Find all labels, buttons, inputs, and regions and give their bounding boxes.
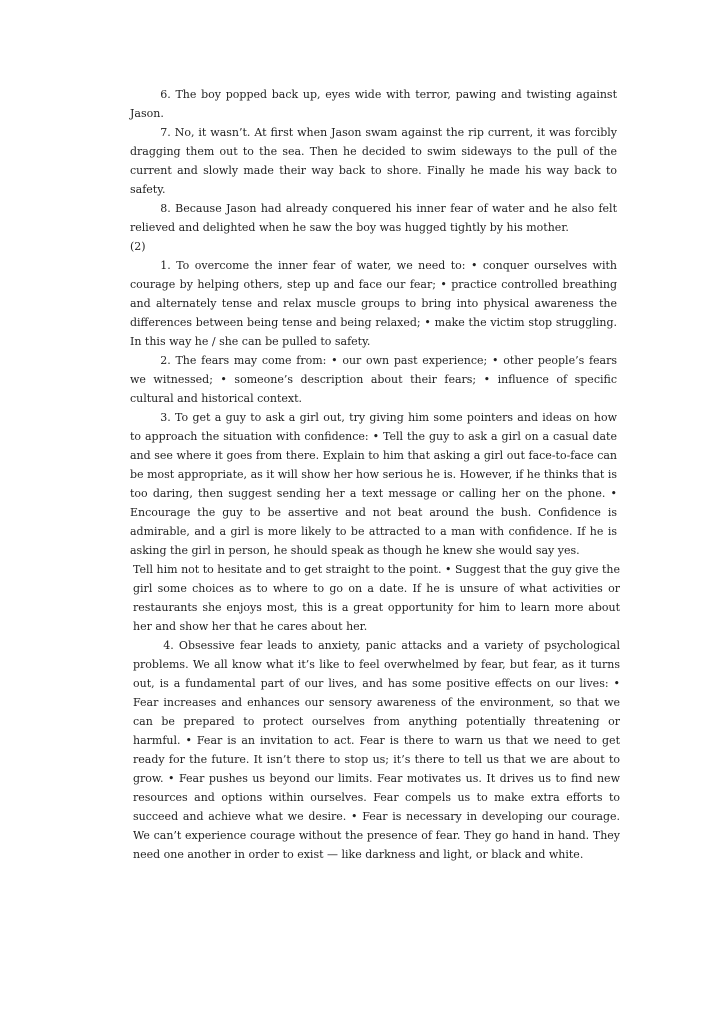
section-2-heading: (2) bbox=[130, 240, 146, 253]
answer-2-2-paragraph: 2. The fears may come from: • our own past experience; • other people’s fears we witnessed; • someone’s description about their fears; • influence of specific cultural and historical context. bbox=[130, 354, 617, 405]
answer-6-paragraph: 6. The boy popped back up, eyes wide with terror, pawing and twisting against Jason. bbox=[130, 88, 617, 120]
answer-text-body bbox=[130, 85, 620, 864]
answer-2-4-paragraph: 4. Obsessive fear leads to anxiety, panic attacks and a variety of psychological problems. We all know what it’s like to feel overwhelmed by fear, but fear, as it turns out, is a fundamental part of our lives, and has some positive effects on our lives: • Fear increases and enhances our sensory awareness of the environment, so that we can be prepared to protect ourselves from anything potentially threatening or harmful. • Fear is an invitation to act. Fear is there to warn us that we need to get ready for the future. It isn’t there to stop us; it’s there to tell us that we are about to grow. • Fear pushes us beyond our limits. Fear motivates us. It drives us to find new resources and options within ourselves. Fear compels us to make extra efforts to succeed and achieve what we desire. • Fear is necessary in developing our courage. We can’t experience courage without the presence of fear. They go hand in hand. They need one another in order to exist — like darkness and light, or black and white. bbox=[133, 639, 620, 861]
answer-2-3-continued-paragraph: Tell him not to hesitate and to get straight to the point. • Suggest that the guy give the girl some choices as to where to go on a date. If he is unsure of what activities or restaurants she enjoys most, this is a great opportunity for him to learn more about her and show her that he cares about her. bbox=[133, 563, 620, 633]
answer-2-1-paragraph: 1. To overcome the inner fear of water, we need to: • conquer ourselves with courage by helping others, step up and face our fear; • practice controlled breathing and alternately tense and relax muscle groups to bring into physical awareness the differences between being tense and being relaxed; • make the victim stop struggling. In this way he / she can be pulled to safety. bbox=[130, 259, 617, 348]
answer-7-paragraph: 7. No, it wasn’t. At first when Jason swam against the rip current, it was forcibly dragging them out to the sea. Then he decided to swim sideways to the pull of the current and slowly made their way back to shore. Finally he made his way back to safety. bbox=[130, 126, 617, 196]
answer-2-3-paragraph: 3. To get a guy to ask a girl out, try giving him some pointers and ideas on how to approach the situation with confidence: • Tell the guy to ask a girl on a casual date and see where it goes from there. Explain to him that asking a girl out face-to-face can be most appropriate, as it will show her how serious he is. However, if he thinks that is too daring, then suggest sending her a text message or calling her on the phone. • Encourage the guy to be assertive and not beat around the bush. Confidence is admirable, and a girl is more likely to be attracted to a man with confidence. If he is asking the girl in person, he should speak as though he knew she would say yes. bbox=[130, 411, 617, 557]
answer-8-paragraph: 8. Because Jason had already conquered his inner fear of water and he also felt relieved and delighted when he saw the boy was hugged tightly by his mother. bbox=[130, 202, 617, 234]
